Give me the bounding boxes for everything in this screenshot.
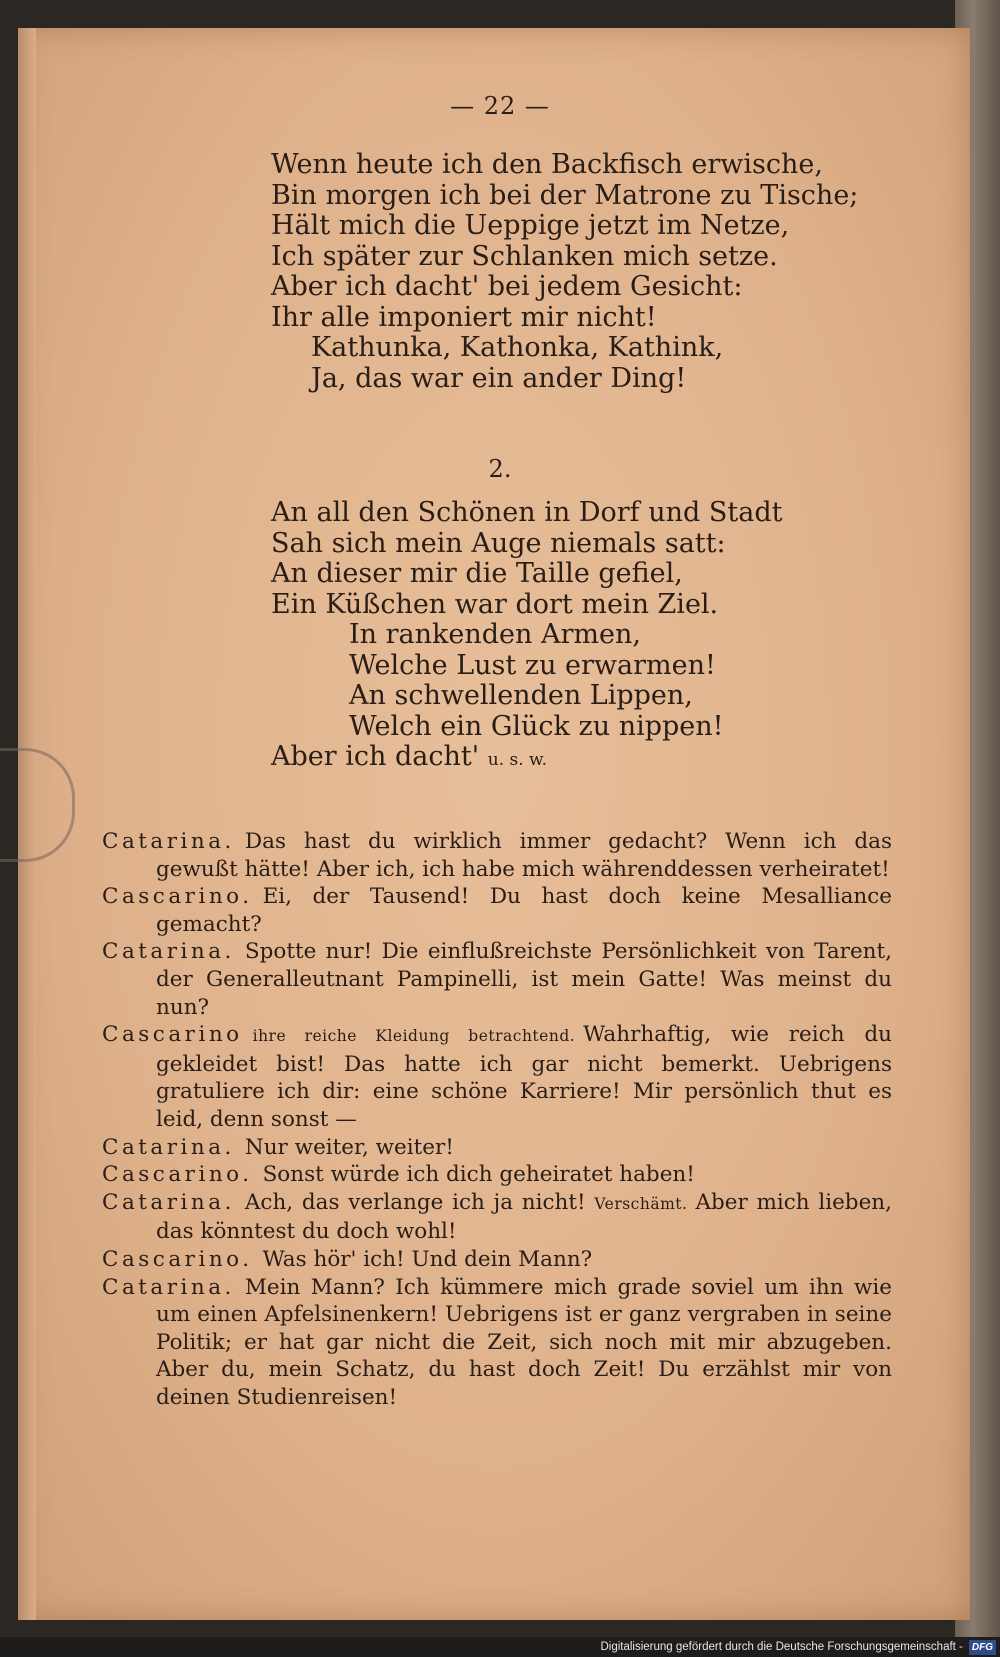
verse-line: An dieser mir die Taille gefiel, [271,558,683,589]
speech-text: Spotte nur! Die einflußreichste Persönlichkeit von Tarent, der Generalleutnant Pampinelli, ist mein Gatte! Was meinst du nun? [156,939,892,1020]
verse-line: Hält mich die Ueppige jetzt im Netze, [271,210,790,241]
verse-line: Sah sich mein Auge niemals satt: [271,527,726,559]
dfg-logo-icon: DFG [969,1640,996,1655]
stage-direction: ihre reiche Kleidung betrachtend. [252,1027,576,1046]
speech-text: Sonst würde ich dich geheiratet haben! [262,1162,695,1188]
speech-text: Ei, der Tausend! Du hast doch keine Mesalliance gemacht? [156,884,892,937]
dialogue [102,828,892,1411]
verse-line: Welche Lust zu erwarmen! [349,649,716,681]
speech-text: Was hör' ich! Und dein Mann? [262,1246,593,1272]
verse-line: In rankenden Armen, [349,619,641,650]
speech [102,1274,892,1412]
speech [102,1189,892,1246]
speech-text: Mein Mann? Ich kümmere mich grade soviel um ihn wie um einen Apfelsinenkern! Uebrigens ist er ganz vergraben in seine Politik; er hat gar nicht die Zeit, sich noch mit mir abzugeben. Aber du, mein Schatz, du hast doch Zeit! Du erzählst mir von deinen Studienreisen! [156,1274,892,1410]
speaker-name: Cascarino [102,1022,243,1048]
verse-line: Kathunka, Kathonka, Kathink, [311,332,724,363]
speech-text: Ach, das verlange ich ja nicht! [244,1189,586,1215]
verse-line: Ein Küßchen war dort mein Ziel. [271,588,719,620]
verse-line: Aber ich dacht' bei jedem Gesicht: [271,271,743,302]
speech [102,1021,892,1133]
verse-line: Bin morgen ich bei der Matrone zu Tische; [271,179,859,211]
speech-text: Aber mich lieben, das könntest du doch wohl! [156,1189,892,1245]
speech [102,828,892,883]
verse-line: Ihr alle imponiert mir nicht! [271,301,657,333]
verse-line [271,742,782,776]
speech [102,1134,892,1162]
speaker-name: Catarina. [102,1134,235,1160]
stanza-number: 2. [488,455,512,483]
speech-text: Das hast du wirklich immer gedacht? Wenn ich das gewußt hätte! Aber ich, ich habe mich währenddessen verheiratet! [156,829,892,882]
speech-text: Nur weiter, weiter! [244,1134,454,1160]
speech [102,1246,892,1274]
verse-line: Ich später zur Schlanken mich setze. [271,240,778,272]
footer-text: Digitalisierung gefördert durch die Deutsche Forschungsgemeinschaft - [600,1641,963,1653]
speaker-name: Cascarino. [102,1246,253,1272]
speech-text: Wahrhaftig, wie reich du gekleidet bist! Das hatte ich gar nicht bemerkt. Uebrigens gratuliere ich dir: eine schöne Karriere! Mir persönlich thut es leid, denn sonst — [156,1022,892,1132]
verse-line: An all den Schönen in Dorf und Stadt [271,497,783,528]
speaker-name: Catarina. [102,1189,235,1215]
speaker-name: Cascarino. [102,1162,253,1188]
stage-direction: Verschämt. [594,1194,688,1213]
verse-stanza-2 [271,498,782,776]
verse-abbreviation: u. s. w. [487,750,547,770]
speaker-name: Cascarino. [102,884,253,910]
digitization-footer [0,1637,1000,1657]
verse-stanza-1 [271,150,858,394]
verse-text: Aber ich dacht' [271,741,480,772]
verse-line: Wenn heute ich den Backfisch erwische, [271,149,823,180]
speech [102,938,892,1021]
verse-line: Welch ein Glück zu nippen! [349,710,724,742]
page-number: — 22 — [450,92,550,120]
verse-line: An schwellenden Lippen, [349,680,693,711]
speaker-name: Catarina. [102,939,235,965]
speech [102,1161,892,1189]
speaker-name: Catarina. [102,829,235,854]
speech [102,883,892,938]
verse-line: Ja, das war ein ander Ding! [311,362,687,394]
speaker-name: Catarina. [102,1274,235,1300]
